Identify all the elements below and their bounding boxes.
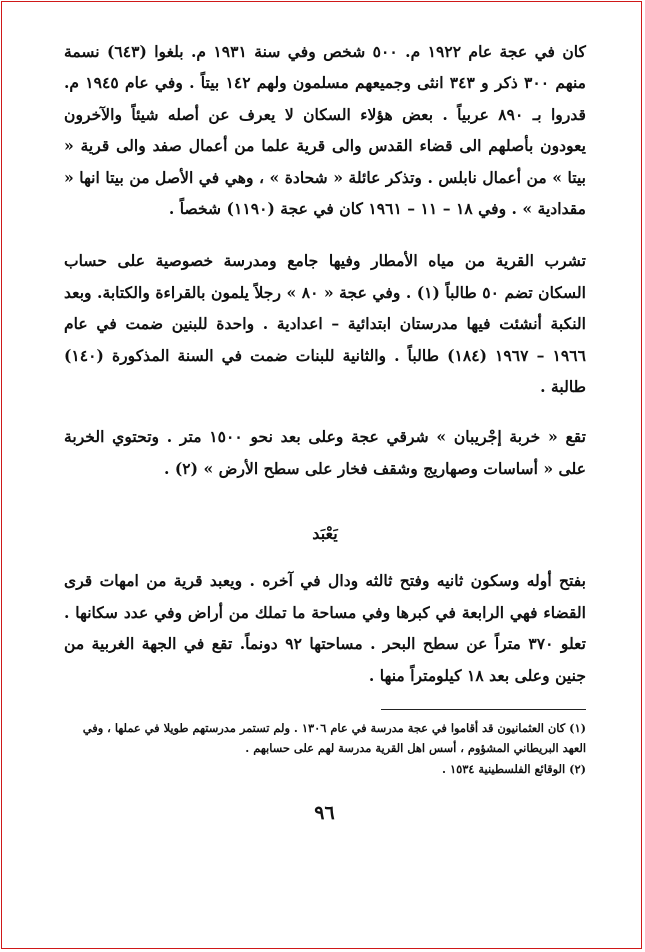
footnote-divider: [381, 709, 586, 710]
page-frame: [1, 1, 642, 949]
page-number: ٩٦: [314, 802, 335, 824]
footnotes: [64, 718, 586, 780]
section-heading: يَعْبَد: [312, 524, 338, 544]
paragraph-education: تشرب القرية من مياه الأمطار وفيها جامع ومدرسة خصوصية على حساب السكان تضم ٥٠ طالباً (١) . وفي عجة « ٨٠ » رجلاً يلمون بالقراءة والكتابة. وبعد النكبة أنشئت فيها مدرستان ابتدائية – اعدادية . واحدة للبنين ضمت في عام ١٩٦٦ – ١٩٦٧ (١٨٤) طالباً . والثانية للبنات ضمت في السنة المذكورة (١٤٠) طالبة .: [64, 251, 587, 397]
paragraph-population: كان في عجة عام ١٩٢٢ م. ٥٠٠ شخص وفي سنة ١٩٣١ م. بلغوا (٦٤٣) نسمة منهم ٣٠٠ ذكر و ٣٤٣ انثى وجميعهم مسلمون ولهم ١٤٢ بيتاً . وفي عام ١٩٤٥ م. قدروا بـ ٨٩٠ عربياً . بعض هؤلاء السكان لا يعرف عن أصله شيئاً والآخرون يعودون بأصلهم الى قضاء القدس والى قرية علما من أعمال صفد والى قرية « بيتا » من أعمال نابلس . وتذكر عائلة « شحادة » ، وهي في الأصل من بيتا انها « مقدادية » . وفي ١٨ – ١١ – ١٩٦١ كان في عجة (١١٩٠) شخصاً .: [64, 42, 586, 219]
footnote-1: (١) كان العثمانيون قد أقاموا في عجة مدرسة في عام ١٣٠٦ . ولم تستمر مدرستهم طويلا في عملها ، وفي العهد البريطاني المشؤوم ، أسس اهل القرية مدرسة لهم على حسابهم .: [82, 720, 586, 756]
footnote-2: (٢) الوقائع الفلسطينية ١٥٣٤ .: [442, 761, 586, 776]
paragraph-yabad: بفتح أوله وسكون ثانيه وفتح ثالثه ودال في آخره . ويعبد قرية من امهات قرى القضاء فهي الرابعة في كبرها وفي مساحة ما تملك من أراض وفي عدد سكانها . تعلو ٣٧٠ متراً عن سطح البحر . مساحتها ٩٢ دونماً. تقع في الجهة الغربية من جنين وعلى بعد ١٨ كيلومتراً منها .: [64, 571, 586, 685]
paragraph-khirba: تقع « خربة إجْريبان » شرقي عجة وعلى بعد نحو ١٥٠٠ متر . وتحتوي الخربة على « أساسات وصهاريج وشقف فخار على سطح الأرض » (٢) .: [64, 427, 586, 478]
document-page: [64, 32, 586, 779]
